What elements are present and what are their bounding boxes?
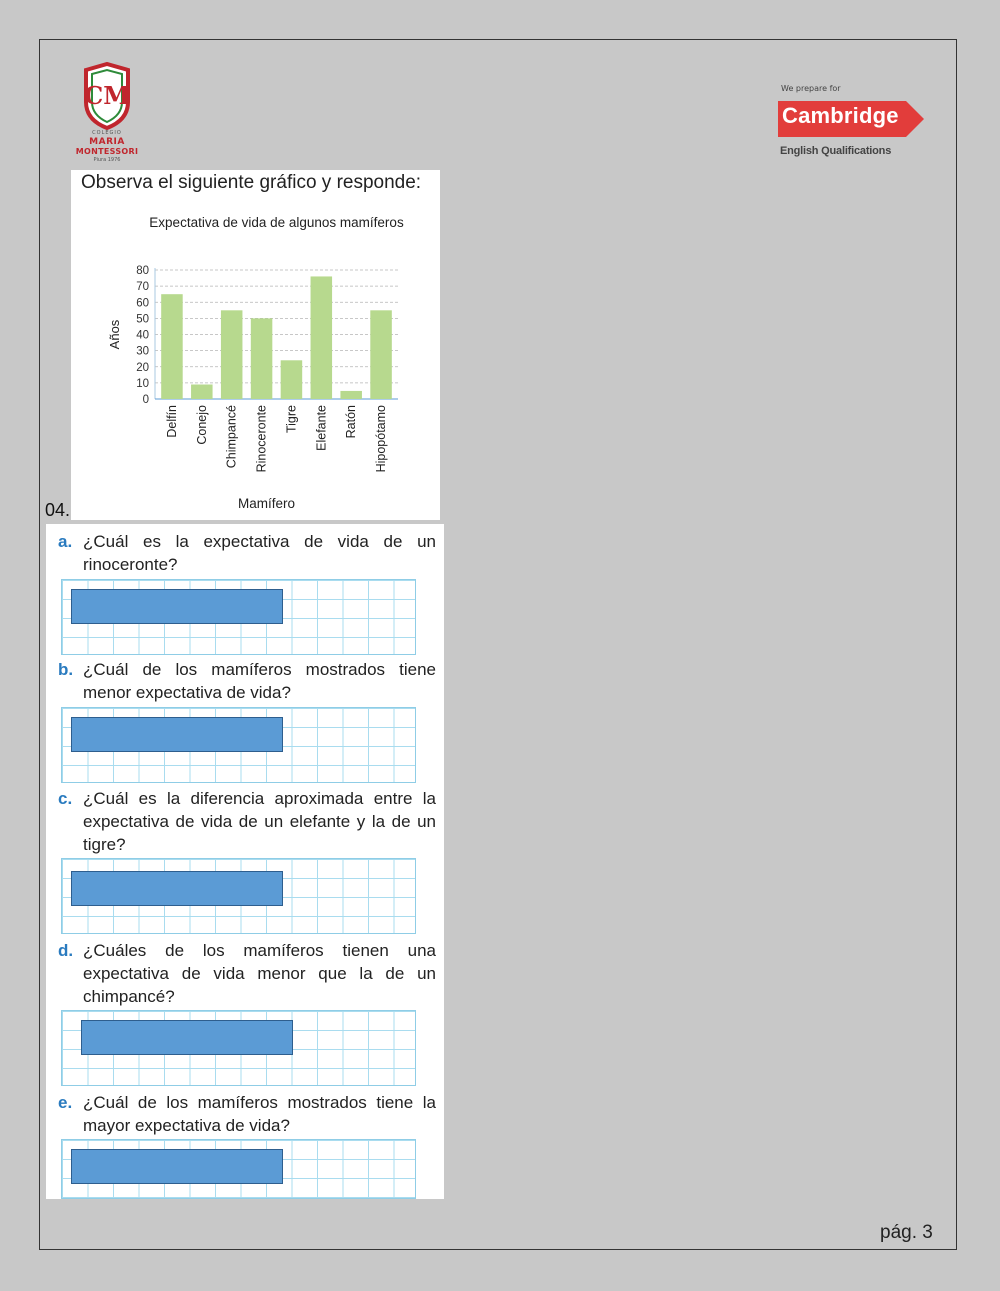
- x-tick-label: Rinoceronte: [254, 405, 269, 473]
- question-text: ¿Cuál de los mamíferos mostrados tiene menor expectativa de vida?: [83, 660, 436, 702]
- question-b: [58, 658, 436, 702]
- answer-box-e[interactable]: [71, 1149, 283, 1184]
- question-label: e.: [58, 1093, 73, 1112]
- crest-icon: [82, 62, 132, 130]
- question-e: [58, 1091, 436, 1135]
- chart-title: Expectativa de vida de algunos mamíferos: [149, 215, 404, 230]
- x-tick-label: Tigre: [284, 405, 299, 434]
- answer-box-a[interactable]: [71, 589, 283, 624]
- logo-line3: Piura 1976: [93, 157, 121, 163]
- cambridge-logo: [778, 84, 928, 164]
- question-text: ¿Cuáles de los mamíferos tienen una expectativa de vida menor que la de un chimpancé?: [83, 941, 436, 1006]
- questions-card: [46, 524, 444, 1199]
- bar: [340, 391, 362, 399]
- y-tick-label: 10: [136, 377, 149, 390]
- bar: [161, 294, 183, 399]
- question-label: d.: [58, 941, 74, 960]
- y-tick-label: 20: [136, 361, 149, 374]
- question-label: c.: [58, 789, 73, 808]
- chart-card: [71, 170, 440, 520]
- question-a: [58, 530, 436, 574]
- answer-box-b[interactable]: [71, 717, 283, 752]
- bar-chart: [71, 170, 440, 520]
- x-tick-label: Conejo: [194, 405, 209, 445]
- question-text: ¿Cuál es la expectativa de vida de un rinoceronte?: [83, 532, 436, 574]
- y-tick-label: 50: [136, 313, 149, 326]
- school-logo: [68, 62, 146, 166]
- y-tick-label: 70: [136, 281, 149, 294]
- bar: [311, 276, 333, 399]
- question-number: 04.: [45, 500, 71, 520]
- y-tick-label: 30: [136, 345, 149, 358]
- question-label: b.: [58, 660, 74, 679]
- question-d: [58, 939, 436, 1006]
- y-tick-label: 60: [136, 297, 149, 310]
- instruction-text: Observa el siguiente gráfico y responde:: [81, 172, 422, 193]
- y-tick-label: 0: [142, 394, 149, 406]
- cambridge-brand: Cambridge: [782, 103, 899, 128]
- logo-line1: MARIA: [89, 137, 125, 147]
- x-tick-label: Hipopótamo: [374, 405, 389, 473]
- x-tick-label: Elefante: [314, 405, 329, 451]
- cambridge-subtitle: English Qualifications: [780, 145, 892, 157]
- x-tick-label: Ratón: [344, 405, 359, 439]
- y-tick-label: 80: [136, 265, 149, 277]
- bar: [370, 310, 392, 399]
- logo-small-caps: COLEGIO: [92, 130, 122, 136]
- answer-box-d[interactable]: [81, 1020, 293, 1055]
- question-text: ¿Cuál es la diferencia aproximada entre la expectativa de vida de un elefante y la de un tigre?: [83, 789, 436, 854]
- x-tick-label: Delfín: [164, 405, 179, 438]
- bar: [191, 384, 213, 399]
- question-c: [58, 787, 436, 854]
- question-label: a.: [58, 532, 73, 551]
- x-axis-label: Mamífero: [237, 496, 296, 511]
- page-number: pág. 3: [880, 1222, 933, 1243]
- question-text: ¿Cuál de los mamíferos mostrados tiene la mayor expectativa de vida?: [83, 1093, 436, 1135]
- y-tick-label: 40: [136, 329, 149, 342]
- bar: [281, 360, 303, 399]
- cambridge-prepare-text: We prepare for: [781, 84, 841, 93]
- bar: [221, 310, 243, 399]
- bar: [251, 318, 273, 399]
- svg-text:CM: CM: [84, 81, 130, 110]
- x-tick-label: Chimpancé: [224, 405, 239, 469]
- answer-box-c[interactable]: [71, 871, 283, 906]
- logo-line2: MONTESSORI: [75, 147, 139, 156]
- y-axis-label: Años: [107, 319, 122, 350]
